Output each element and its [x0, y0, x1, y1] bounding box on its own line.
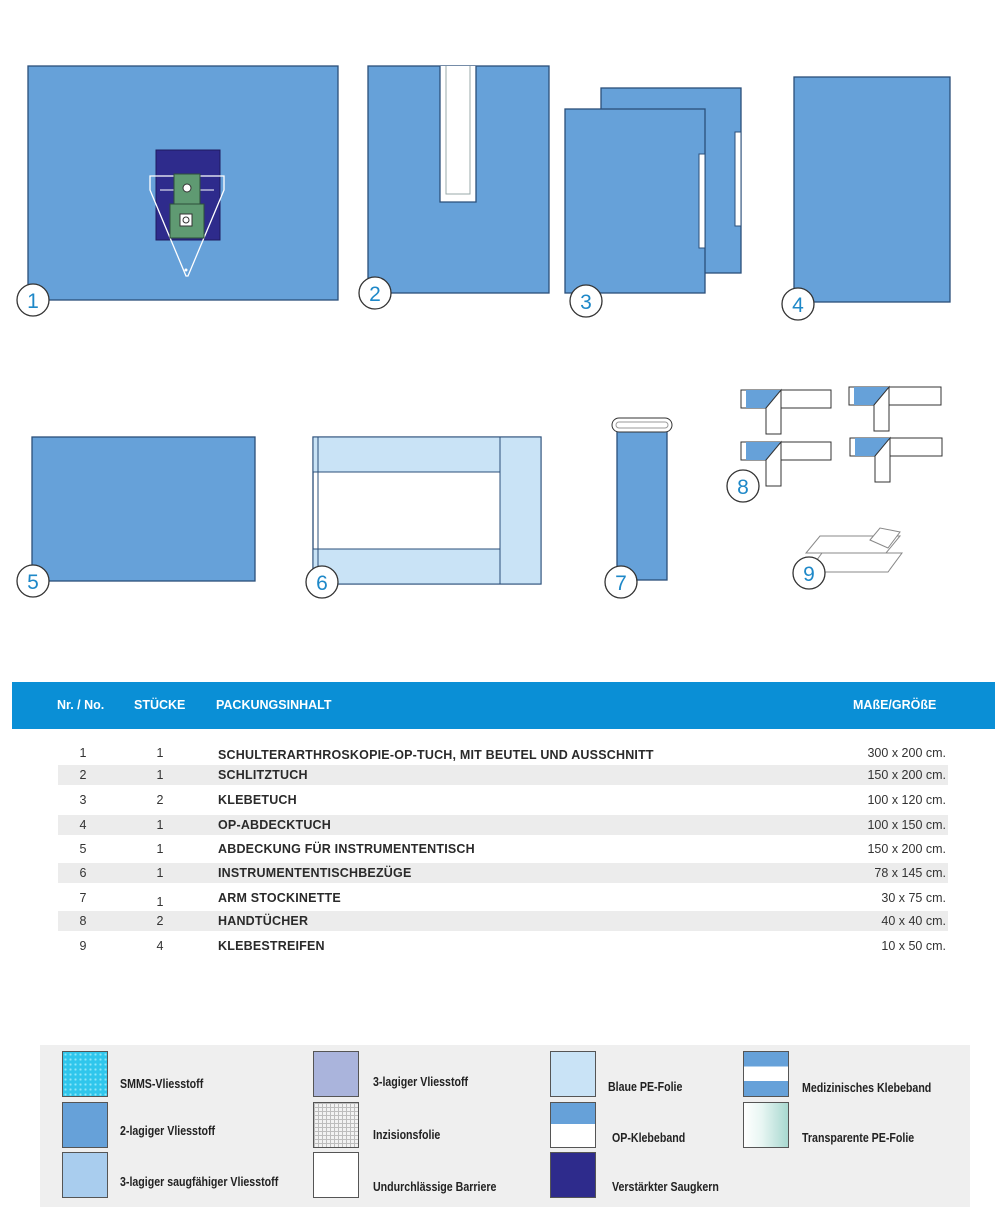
cell-desc: SCHLITZTUCH: [218, 768, 308, 782]
swatch-transparente-pe: [743, 1102, 789, 1148]
cell-desc: ARM STOCKINETTE: [218, 891, 341, 905]
cell-desc: HANDTÜCHER: [218, 914, 309, 928]
legend-label-op-klebeband: OP-Klebeband: [612, 1131, 686, 1145]
table-row: [58, 936, 948, 956]
cell-nr: 3: [79, 793, 87, 807]
number-circle-5: [17, 565, 49, 597]
legend-label-smms: SMMS-Vliesstoff: [120, 1077, 204, 1091]
cell-desc: KLEBESTREIFEN: [218, 939, 325, 953]
cell-stueck: 2: [156, 793, 164, 807]
table-row: [58, 911, 948, 931]
item-2-slit-drape: [368, 66, 549, 293]
cell-stueck: 2: [156, 914, 164, 928]
cell-nr: 9: [79, 939, 87, 953]
swatch-inzisionsfolie: [313, 1102, 359, 1148]
cell-desc: SCHULTERARTHROSKOPIE-OP-TUCH, MIT BEUTEL UND AUSSCHNITT: [218, 748, 654, 762]
cell-stueck: 1: [156, 818, 164, 832]
cell-size: 150 x 200 cm.: [867, 842, 946, 856]
cell-size: 40 x 40 cm.: [881, 914, 946, 928]
cell-nr: 1: [79, 746, 87, 760]
cell-size: 100 x 150 cm.: [867, 818, 946, 832]
number-circle-1: [17, 284, 49, 316]
header-nr: Nr. / No.: [57, 698, 105, 712]
number-6: 6: [316, 572, 328, 595]
table-header: [12, 682, 995, 729]
legend-label-3-lagig-saugfaehig: 3-lagiger saugfähiger Vliesstoff: [120, 1175, 279, 1189]
number-4: 4: [792, 294, 804, 317]
item-8-hand-towels: [741, 387, 942, 486]
item-1-shoulder-drape: [28, 66, 338, 300]
cell-size: 150 x 200 cm.: [867, 768, 946, 782]
cell-nr: 8: [79, 914, 87, 928]
cell-nr: 2: [79, 768, 87, 782]
number-circle-7: [605, 566, 637, 598]
cell-size: 10 x 50 cm.: [881, 939, 946, 953]
cell-nr: 7: [79, 891, 87, 905]
legend-label-inzisionsfolie: Inzisionsfolie: [373, 1128, 441, 1142]
number-circle-3: [570, 285, 602, 317]
number-5: 5: [27, 571, 39, 594]
number-circle-4: [782, 288, 814, 320]
swatch-med-klebeband: [743, 1051, 789, 1097]
material-legend: [40, 1045, 970, 1207]
table-row: [58, 839, 948, 859]
cell-stueck: 1: [156, 895, 164, 909]
cell-stueck: 1: [156, 768, 164, 782]
legend-label-transparente-pe: Transparente PE-Folie: [802, 1131, 915, 1145]
table-row: [58, 743, 948, 763]
number-circle-2: [359, 277, 391, 309]
cell-nr: 5: [79, 842, 87, 856]
table-row: [58, 888, 948, 908]
cell-nr: 4: [79, 818, 87, 832]
legend-label-undurchlaessig: Undurchlässige Barriere: [373, 1180, 497, 1194]
number-3: 3: [580, 291, 592, 314]
swatch-saugkern: [550, 1152, 596, 1198]
item-7-arm-stockinette: [612, 418, 672, 580]
legend-label-saugkern: Verstärkter Saugkern: [612, 1180, 719, 1194]
number-circle-8: [727, 470, 759, 502]
number-8: 8: [737, 476, 749, 499]
swatch-undurchlaessig: [313, 1152, 359, 1198]
item-4-op-drape: [794, 77, 950, 302]
legend-label-blaue-pe-folie: Blaue PE-Folie: [608, 1080, 683, 1094]
table-row: [58, 815, 948, 835]
legend-label-3-lagig: 3-lagiger Vliesstoff: [373, 1075, 469, 1089]
table-row: [58, 790, 948, 810]
legend-label-2-lagig: 2-lagiger Vliesstoff: [120, 1124, 216, 1138]
number-1: 1: [27, 290, 39, 313]
cell-stueck: 1: [156, 842, 164, 856]
item-3-adhesive-drapes: [565, 88, 741, 293]
table-row: [58, 765, 948, 785]
swatch-2-lagig: [62, 1102, 108, 1148]
header-groesse: MAßE/GRÖßE: [853, 698, 937, 712]
number-circle-6: [306, 566, 338, 598]
cell-desc: INSTRUMENTENTISCHBEZÜGE: [218, 866, 412, 880]
cell-stueck: 1: [156, 746, 164, 760]
cell-size: 78 x 145 cm.: [874, 866, 946, 880]
cell-nr: 6: [79, 866, 87, 880]
swatch-smms: [62, 1051, 108, 1097]
swatch-3-lagig: [313, 1051, 359, 1097]
cell-size: 30 x 75 cm.: [881, 891, 946, 905]
cell-stueck: 4: [156, 939, 164, 953]
swatch-3-lagig-saugfaehig: [62, 1152, 108, 1198]
cell-desc: OP-ABDECKTUCH: [218, 818, 332, 832]
swatch-blaue-pe-folie: [550, 1051, 596, 1097]
cell-desc: ABDECKUNG FÜR INSTRUMENTENTISCH: [218, 842, 475, 856]
legend-label-med-klebeband: Medizinisches Klebeband: [802, 1081, 932, 1095]
swatch-op-klebeband: [550, 1102, 596, 1148]
number-2: 2: [369, 283, 381, 306]
cell-stueck: 1: [156, 866, 164, 880]
header-stueck: STÜCKE: [134, 698, 186, 712]
cell-size: 100 x 120 cm.: [867, 793, 946, 807]
cell-size: 300 x 200 cm.: [867, 746, 946, 760]
number-circle-9: [793, 557, 825, 589]
header-inhalt: PACKUNGSINHALT: [216, 698, 332, 712]
number-9: 9: [803, 563, 815, 586]
number-7: 7: [615, 572, 627, 595]
item-6-table-covers: [313, 437, 541, 584]
cell-desc: KLEBETUCH: [218, 793, 297, 807]
table-row: [58, 863, 948, 883]
item-5-table-cover: [32, 437, 255, 581]
